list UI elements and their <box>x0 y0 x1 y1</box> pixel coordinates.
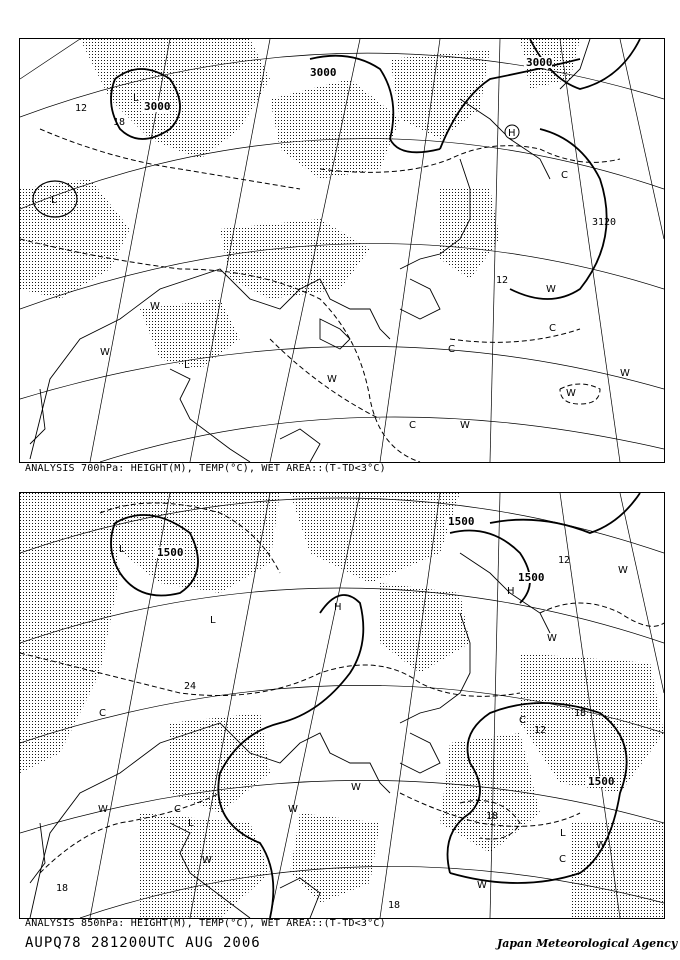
low-center: L <box>184 360 190 371</box>
low-center: L <box>119 544 125 555</box>
warm-center: W <box>327 374 337 385</box>
low-center: L <box>133 93 139 104</box>
warm-center: W <box>566 388 576 399</box>
height-label: 3000 <box>144 100 171 113</box>
temp-label: 18 <box>56 883 69 894</box>
map-700hpa-canvas <box>20 39 664 462</box>
low-center: L <box>51 195 57 206</box>
warm-center: W <box>618 565 628 576</box>
high-center: H <box>334 602 342 613</box>
cold-center: C <box>519 715 526 726</box>
cold-center: C <box>409 420 416 431</box>
warm-center: W <box>596 840 606 851</box>
height-label: 1500 <box>518 571 545 584</box>
temp-label: 18 <box>574 708 587 719</box>
map-850hpa <box>19 492 665 919</box>
cold-center: C <box>549 323 556 334</box>
low-center: L <box>188 818 194 829</box>
temp-label: 18 <box>388 900 401 911</box>
low-center: L <box>210 615 216 626</box>
caption-850hpa: ANALYSIS 850hPa: HEIGHT(M), TEMP(°C), WET AREA::(T-TD<3°C) <box>25 918 386 929</box>
caption-700hpa: ANALYSIS 700hPa: HEIGHT(M), TEMP(°C), WET AREA::(T-TD<3°C) <box>25 463 386 474</box>
high-center: H <box>507 586 515 597</box>
height-label: 3000 <box>310 66 337 79</box>
warm-center: W <box>100 347 110 358</box>
bulletin-code: AUPQ78 281200UTC AUG 2006 <box>25 935 261 951</box>
temp-label: 18 <box>113 117 126 128</box>
height-label: 3120 <box>592 217 617 228</box>
height-label: 3000 <box>526 56 553 69</box>
map-700hpa <box>19 38 665 463</box>
height-label: 1500 <box>157 546 184 559</box>
cold-center: C <box>448 344 455 355</box>
temp-label: 18 <box>486 811 499 822</box>
cold-center: C <box>99 708 106 719</box>
temp-label: 24 <box>184 681 197 692</box>
warm-center: W <box>288 804 298 815</box>
cold-center: C <box>559 854 566 865</box>
temp-label: 12 <box>75 103 88 114</box>
agency-name: Japan Meteorological Agency <box>497 937 678 950</box>
low-center: L <box>560 828 566 839</box>
warm-center: W <box>351 782 361 793</box>
warm-center: W <box>477 880 487 891</box>
warm-center: W <box>460 420 470 431</box>
cold-center: C <box>561 170 568 181</box>
temp-centers-700 <box>100 170 630 431</box>
height-label: 1500 <box>448 515 475 528</box>
warm-center: W <box>98 804 108 815</box>
warm-center: W <box>150 301 160 312</box>
warm-center: W <box>547 633 557 644</box>
temp-label: 12 <box>558 555 571 566</box>
warm-center: W <box>546 284 556 295</box>
temp-label: 12 <box>496 275 509 286</box>
height-label: 1500 <box>588 775 615 788</box>
map-850hpa-canvas <box>20 493 664 918</box>
high-center: H <box>508 128 516 139</box>
cold-center: C <box>174 804 181 815</box>
warm-center: W <box>202 855 212 866</box>
warm-center: W <box>620 368 630 379</box>
temp-label: 12 <box>534 725 547 736</box>
